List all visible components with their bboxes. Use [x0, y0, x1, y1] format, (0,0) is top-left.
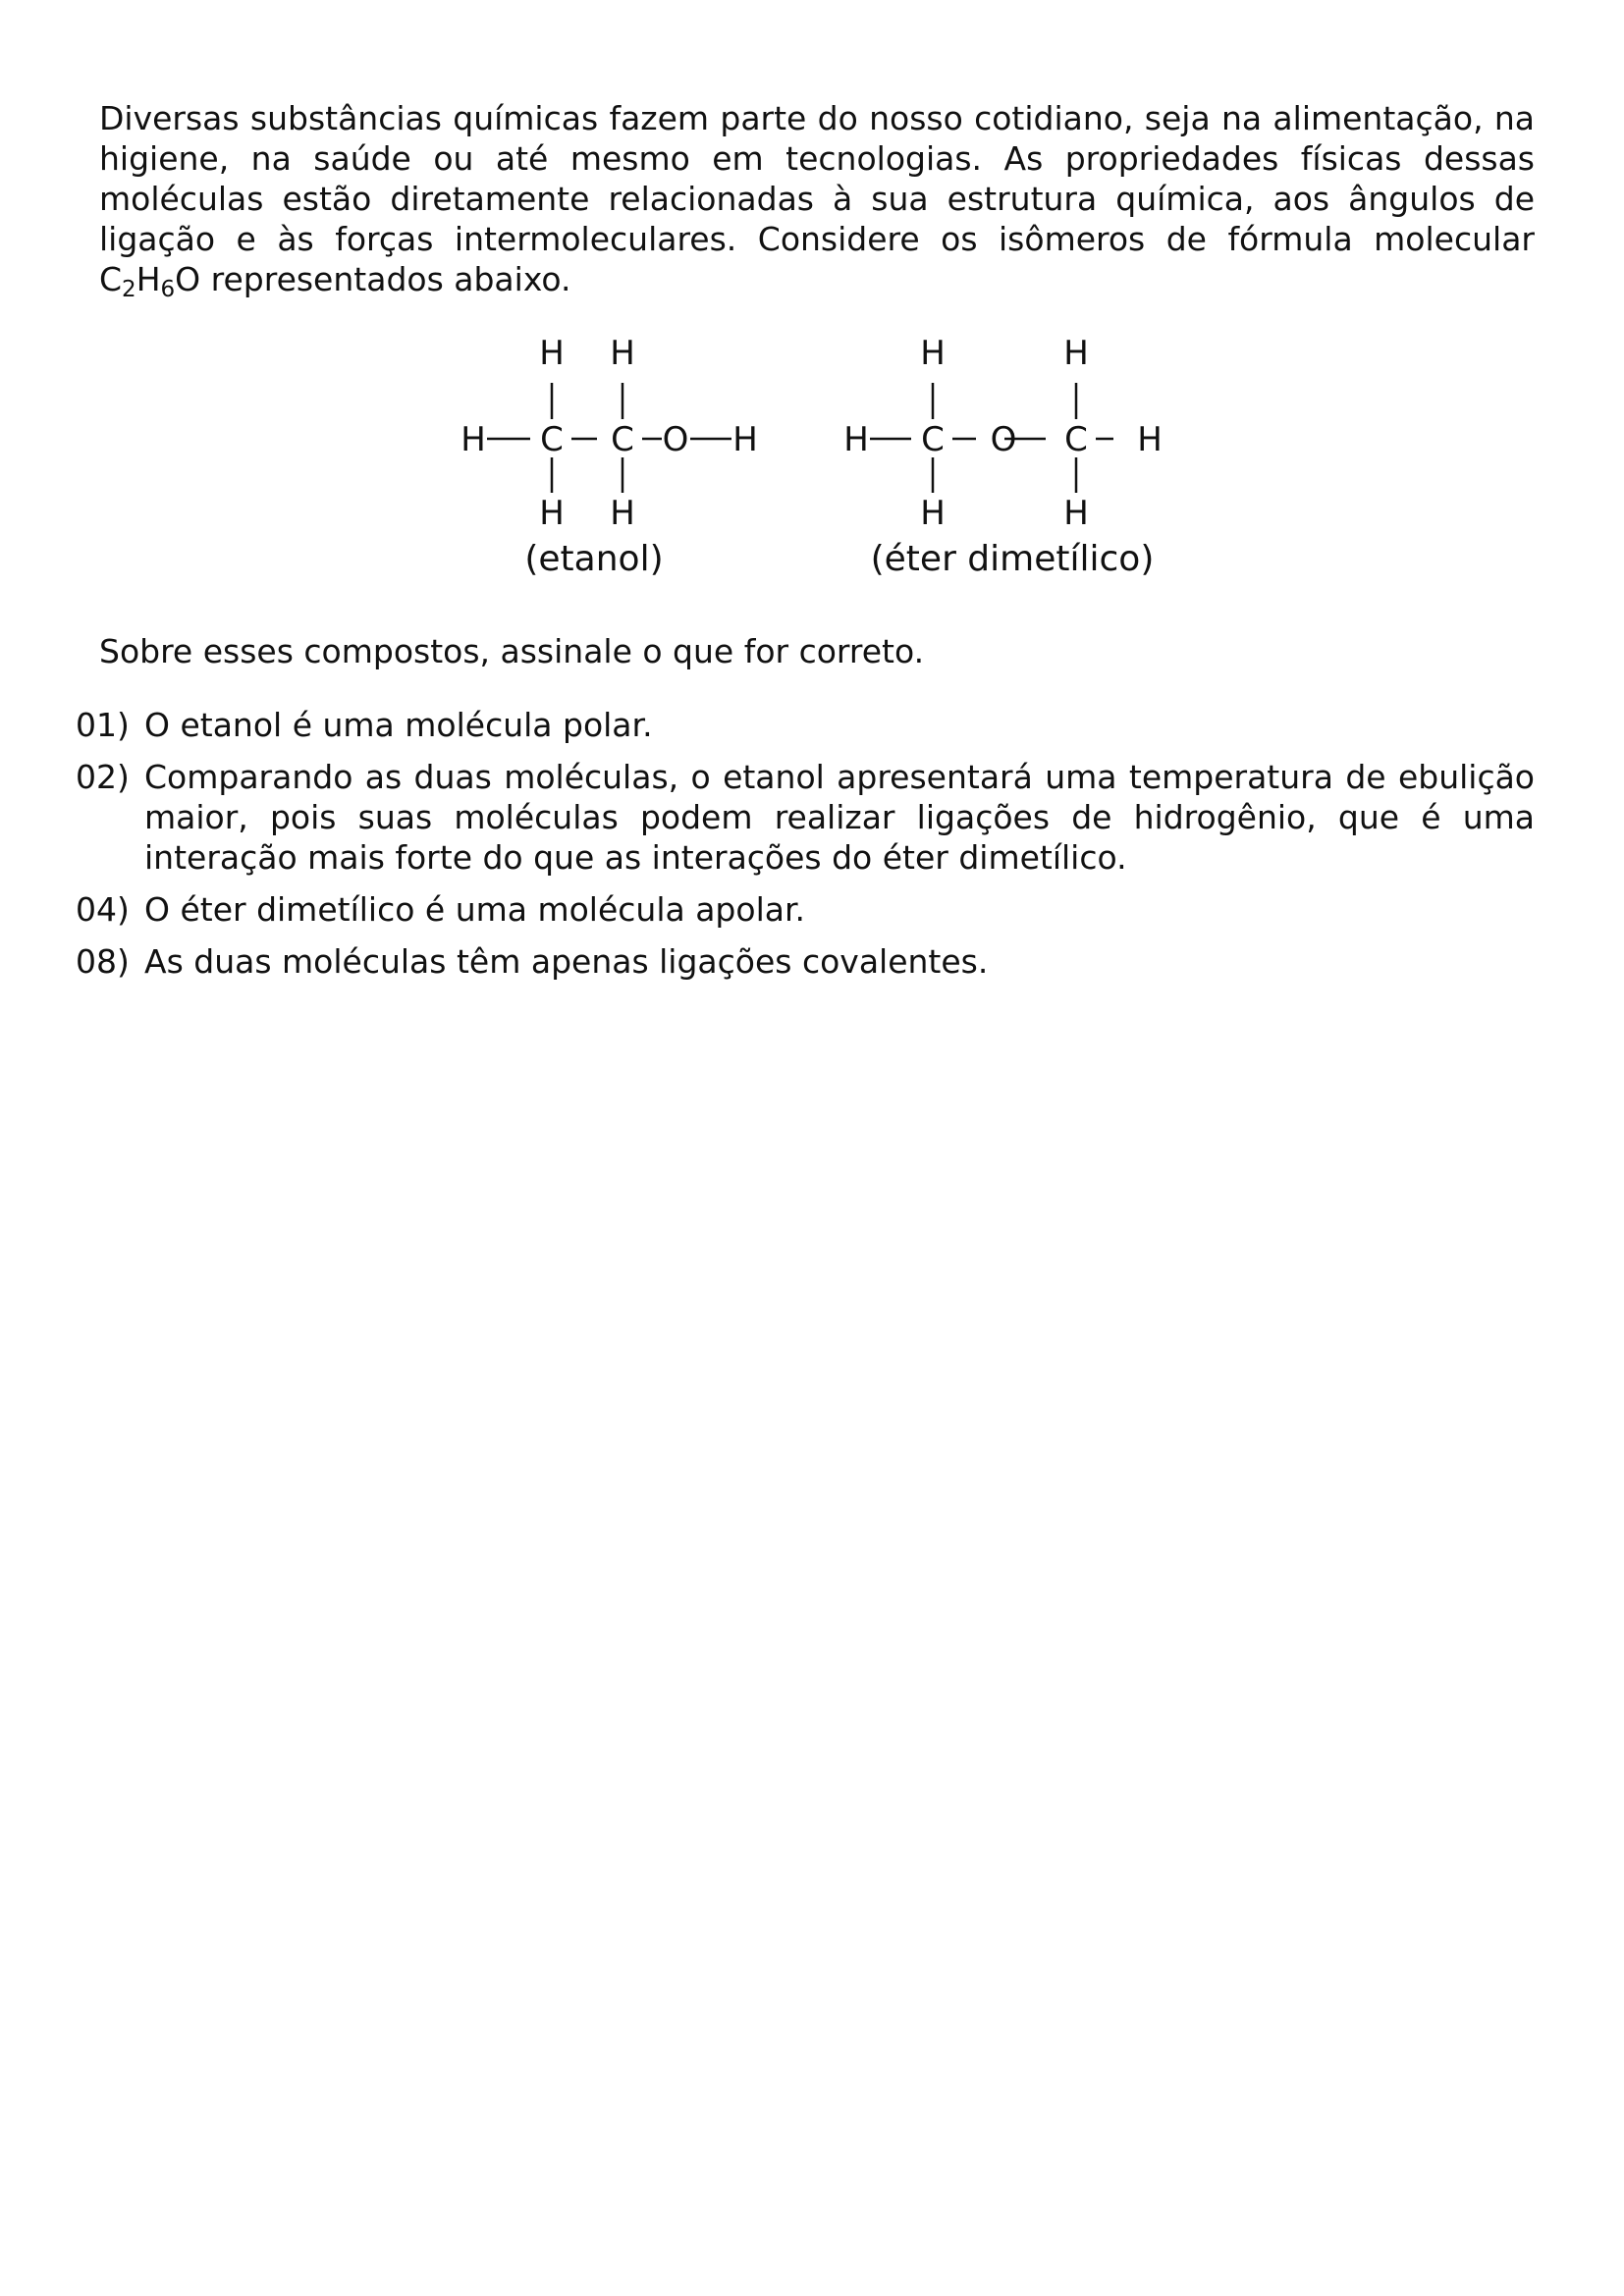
- eter-caption: (éter dimetílico): [870, 539, 1155, 579]
- question-intro: [99, 98, 1535, 302]
- eter-top-h2: H: [1063, 334, 1089, 373]
- formula-carbon-subscript: 2: [122, 277, 136, 302]
- etanol-c2: C: [611, 420, 634, 459]
- etanol-caption: (etanol): [524, 539, 664, 579]
- eter-bottom-h2: H: [1063, 494, 1089, 533]
- eter-right-h: H: [1137, 420, 1163, 459]
- option-number: 02): [76, 758, 130, 796]
- structural-formulas-figure: [452, 334, 1198, 589]
- eter-bottom-h1: H: [920, 494, 946, 533]
- etanol-bottom-h1: H: [539, 494, 565, 533]
- molecular-formula: [99, 260, 201, 302]
- option-number: 08): [76, 942, 130, 981]
- option-number: 01): [76, 706, 130, 744]
- formula-hydrogen: H: [135, 260, 161, 298]
- eter-c2: C: [1064, 420, 1088, 459]
- eter-oxygen: O: [990, 420, 1017, 459]
- option-text: Comparando as duas moléculas, o etanol apresentará uma temperatura de ebulição maior, pois suas moléculas podem realizar ligações de hidrogênio, que é uma interação mais forte do que as interações do éter dimetílico.: [144, 758, 1535, 877]
- eter-c1: C: [921, 420, 945, 459]
- etanol-structure: [460, 334, 758, 579]
- intro-text-end: representados abaixo.: [200, 260, 571, 298]
- etanol-bottom-h2: H: [610, 494, 635, 533]
- etanol-top-h2: H: [610, 334, 635, 373]
- structural-formulas-svg: [452, 334, 1198, 589]
- formula-oxygen: O: [175, 260, 201, 298]
- etanol-c1: C: [540, 420, 564, 459]
- option-text: O etanol é uma molécula polar.: [144, 706, 653, 744]
- formula-carbon: C: [99, 260, 123, 298]
- question-prompt: Sobre esses compostos, assinale o que for correto.: [99, 632, 925, 670]
- answer-option-01: [76, 705, 1535, 745]
- answer-option-04: [76, 889, 1535, 930]
- eter-left-h: H: [843, 420, 869, 459]
- etanol-top-h1: H: [539, 334, 565, 373]
- answer-option-08: [76, 941, 1535, 982]
- eter-structure: [843, 334, 1163, 579]
- intro-text: Diversas substâncias químicas fazem parte do nosso cotidiano, seja na alimentação, na higiene, na saúde ou até mesmo em tecnologias. As propriedades físicas dessas moléculas estão diretamente relacionadas à sua estrutura química, aos ângulos de ligação e às forças intermoleculares. Considere os isômeros de fórmula molecular: [99, 99, 1535, 258]
- formula-hydrogen-subscript: 6: [160, 277, 176, 302]
- bond-lines: [487, 383, 1113, 493]
- etanol-left-h: H: [460, 420, 486, 459]
- option-number: 04): [76, 890, 130, 929]
- etanol-right-h: H: [732, 420, 758, 459]
- option-text: As duas moléculas têm apenas ligações covalentes.: [144, 942, 989, 981]
- option-text: O éter dimetílico é uma molécula apolar.: [144, 890, 805, 929]
- etanol-oxygen: O: [662, 420, 689, 459]
- answer-option-02: [76, 757, 1535, 878]
- answer-options: [76, 705, 1535, 993]
- eter-top-h1: H: [920, 334, 946, 373]
